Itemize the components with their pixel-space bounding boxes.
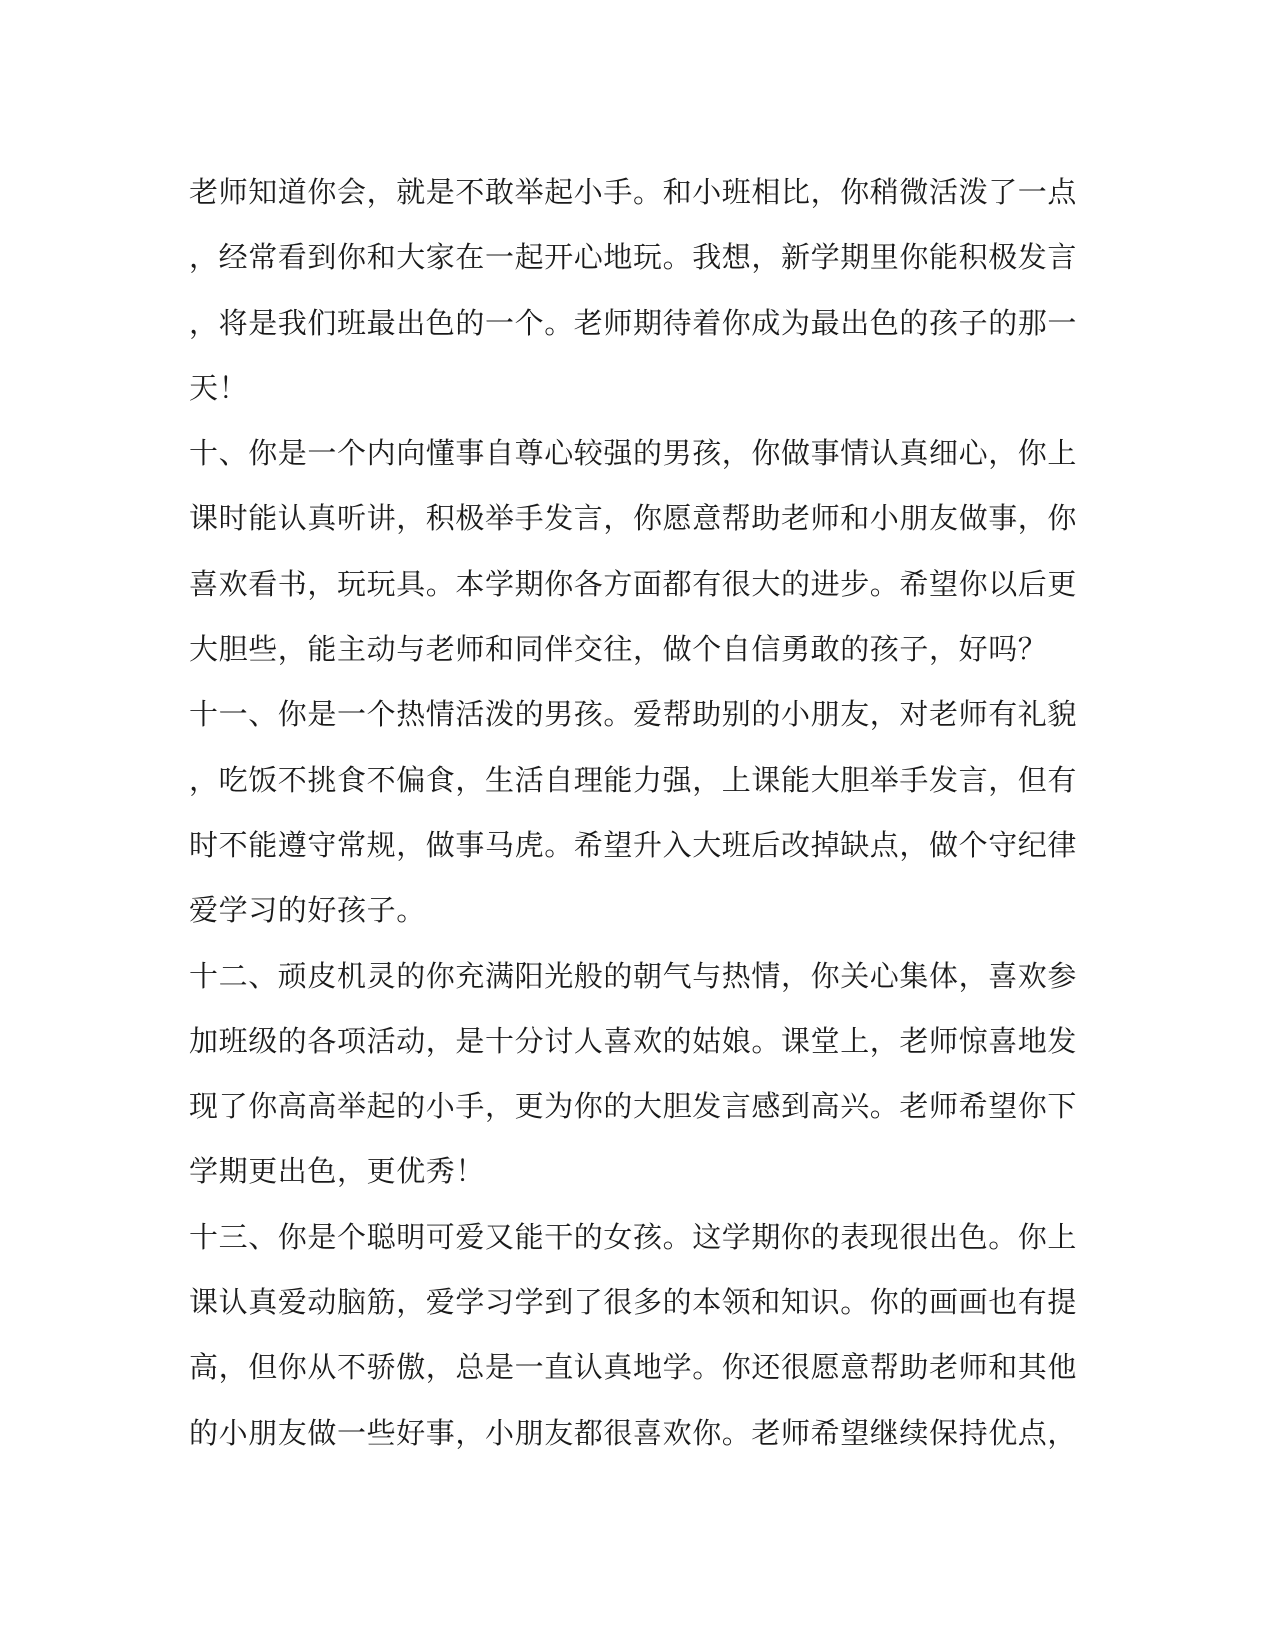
text-line: 课认真爱动脑筋，爱学习学到了很多的本领和知识。你的画画也有提 (189, 1285, 1078, 1320)
text-line: ，将是我们班最出色的一个。老师期待着你成为最出色的孩子的那一 (189, 305, 1078, 340)
text-line: ，吃饭不挑食不偏食，生活自理能力强，上课能大胆举手发言，但有 (189, 762, 1078, 797)
text-line: 天！ (189, 370, 249, 405)
text-line: 高，但你从不骄傲，总是一直认真地学。你还很愿意帮助老师和其他 (189, 1350, 1078, 1385)
text-line: 大胆些，能主动与老师和同伴交往，做个自信勇敢的孩子，好吗？ (189, 632, 1048, 667)
text-line: 喜欢看书，玩玩具。本学期你各方面都有很大的进步。希望你以后更 (189, 566, 1078, 601)
text-line: 爱学习的好孩子。 (189, 893, 426, 928)
text-line: 现了你高高举起的小手，更为你的大胆发言感到高兴。老师希望你下 (189, 1089, 1078, 1124)
text-line: 十二、顽皮机灵的你充满阳光般的朝气与热情，你关心集体，喜欢参 (189, 958, 1078, 993)
text-line: 十一、你是一个热情活泼的男孩。爱帮助别的小朋友，对老师有礼貌 (189, 697, 1078, 732)
text-line: 学期更出色，更优秀！ (189, 1154, 486, 1189)
text-line: 十三、你是个聪明可爱又能干的女孩。这学期你的表现很出色。你上 (189, 1219, 1078, 1254)
text-line: 时不能遵守常规，做事马虎。希望升入大班后改掉缺点，做个守纪律 (189, 827, 1078, 862)
text-line: 加班级的各项活动，是十分讨人喜欢的姑娘。课堂上，老师惊喜地发 (189, 1023, 1078, 1058)
text-line: 课时能认真听讲，积极举手发言，你愿意帮助老师和小朋友做事，你 (189, 501, 1078, 536)
text-line: 的小朋友做一些好事，小朋友都很喜欢你。老师希望继续保持优点， (189, 1415, 1078, 1450)
text-line: 十、你是一个内向懂事自尊心较强的男孩，你做事情认真细心，你上 (189, 436, 1078, 471)
text-line: ，经常看到你和大家在一起开心地玩。我想，新学期里你能积极发言 (189, 240, 1078, 275)
text-line: 老师知道你会，就是不敢举起小手。和小班相比，你稍微活泼了一点 (189, 175, 1078, 209)
body-text (189, 160, 1078, 1466)
